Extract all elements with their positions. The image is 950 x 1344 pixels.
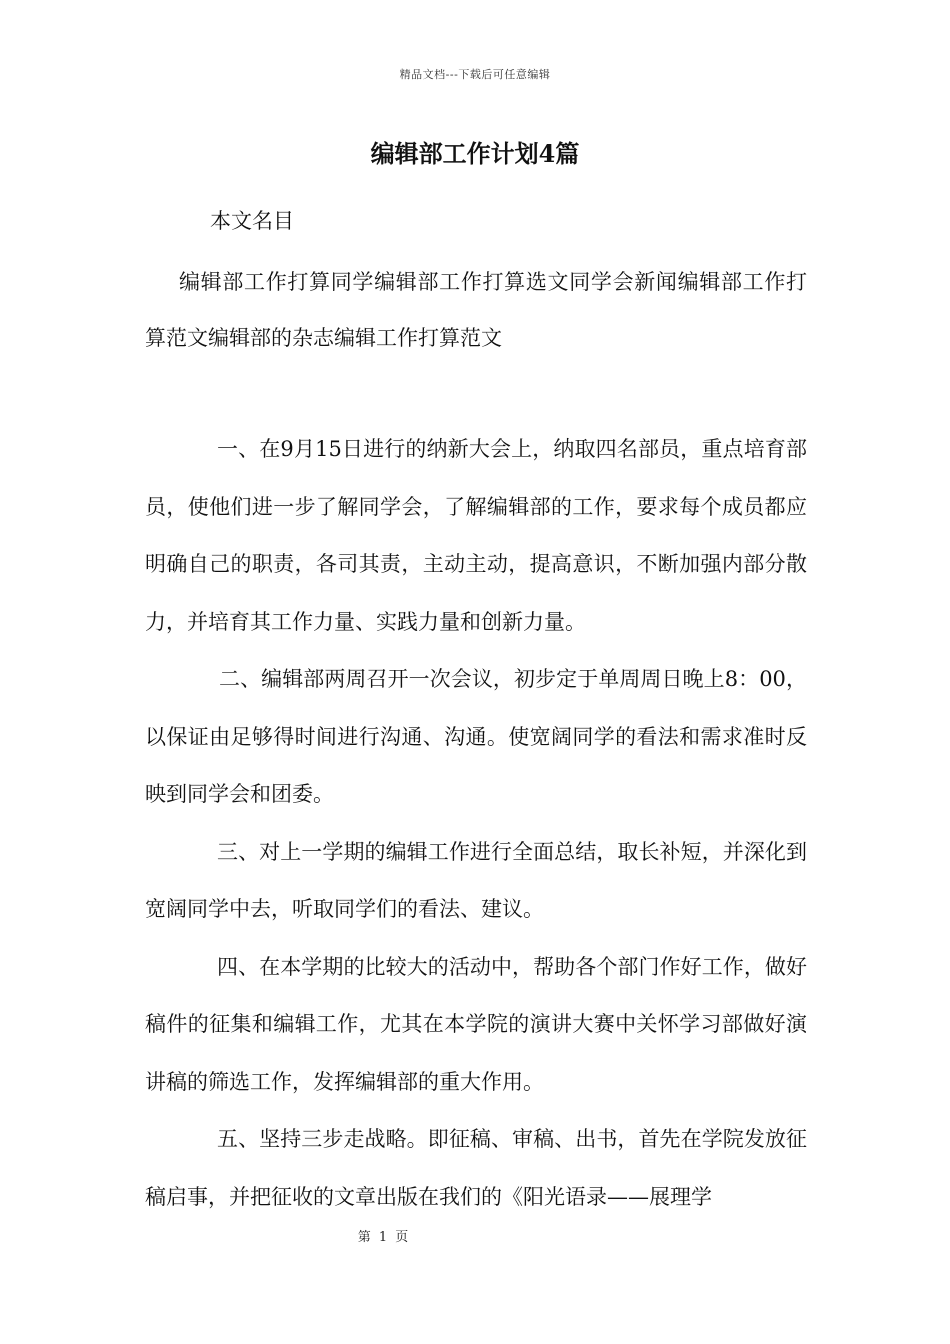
- paragraph-2: 二、编辑部两周召开一次会议，初步定于单周周日晚上8：00，以保证由足够得时间进行沟通、沟通。使宽阔同学的看法和需求准时反映到同学会和团委。: [145, 667, 807, 806]
- page-header: 精品文档---下载后可任意编辑: [399, 68, 551, 81]
- paragraph-3: 三、对上一学期的编辑工作进行全面总结，取长补短，并深化到宽阔同学中去，听取同学们的看法、建议。: [145, 839, 807, 921]
- page-number: 第 1 页: [357, 1230, 411, 1245]
- paragraph-4: 四、在本学期的比较大的活动中，帮助各个部门作好工作，做好稿件的征集和编辑工作，尤其在本学院的演讲大赛中关怀学习部做好演讲稿的筛选工作，发挥编辑部的重大作用。: [145, 954, 807, 1094]
- paragraph-1: 一、在9月15日进行的纳新大会上，纳取四名部员，重点培育部员，使他们进一步了解同学会，了解编辑部的工作，要求每个成员都应明确自己的职责，各司其责，主动主动，提高意识，不断加强内部分散力，并培育其工作力量、实践力量和创新力量。: [145, 437, 807, 634]
- paragraph-5: 五、坚持三步走战略。即征稿、审稿、出书，首先在学院发放征稿启事，并把征收的文章出版在我们的《阳光语录——展理学: [145, 1127, 807, 1209]
- toc-entries: 编辑部工作打算同学编辑部工作打算选文同学会新闻编辑部工作打算范文编辑部的杂志编辑工作打算范文: [145, 270, 807, 350]
- document-title: 编辑部工作计划4篇: [370, 139, 580, 168]
- body-section: [145, 421, 807, 1226]
- toc-label: 本文名目: [210, 209, 294, 233]
